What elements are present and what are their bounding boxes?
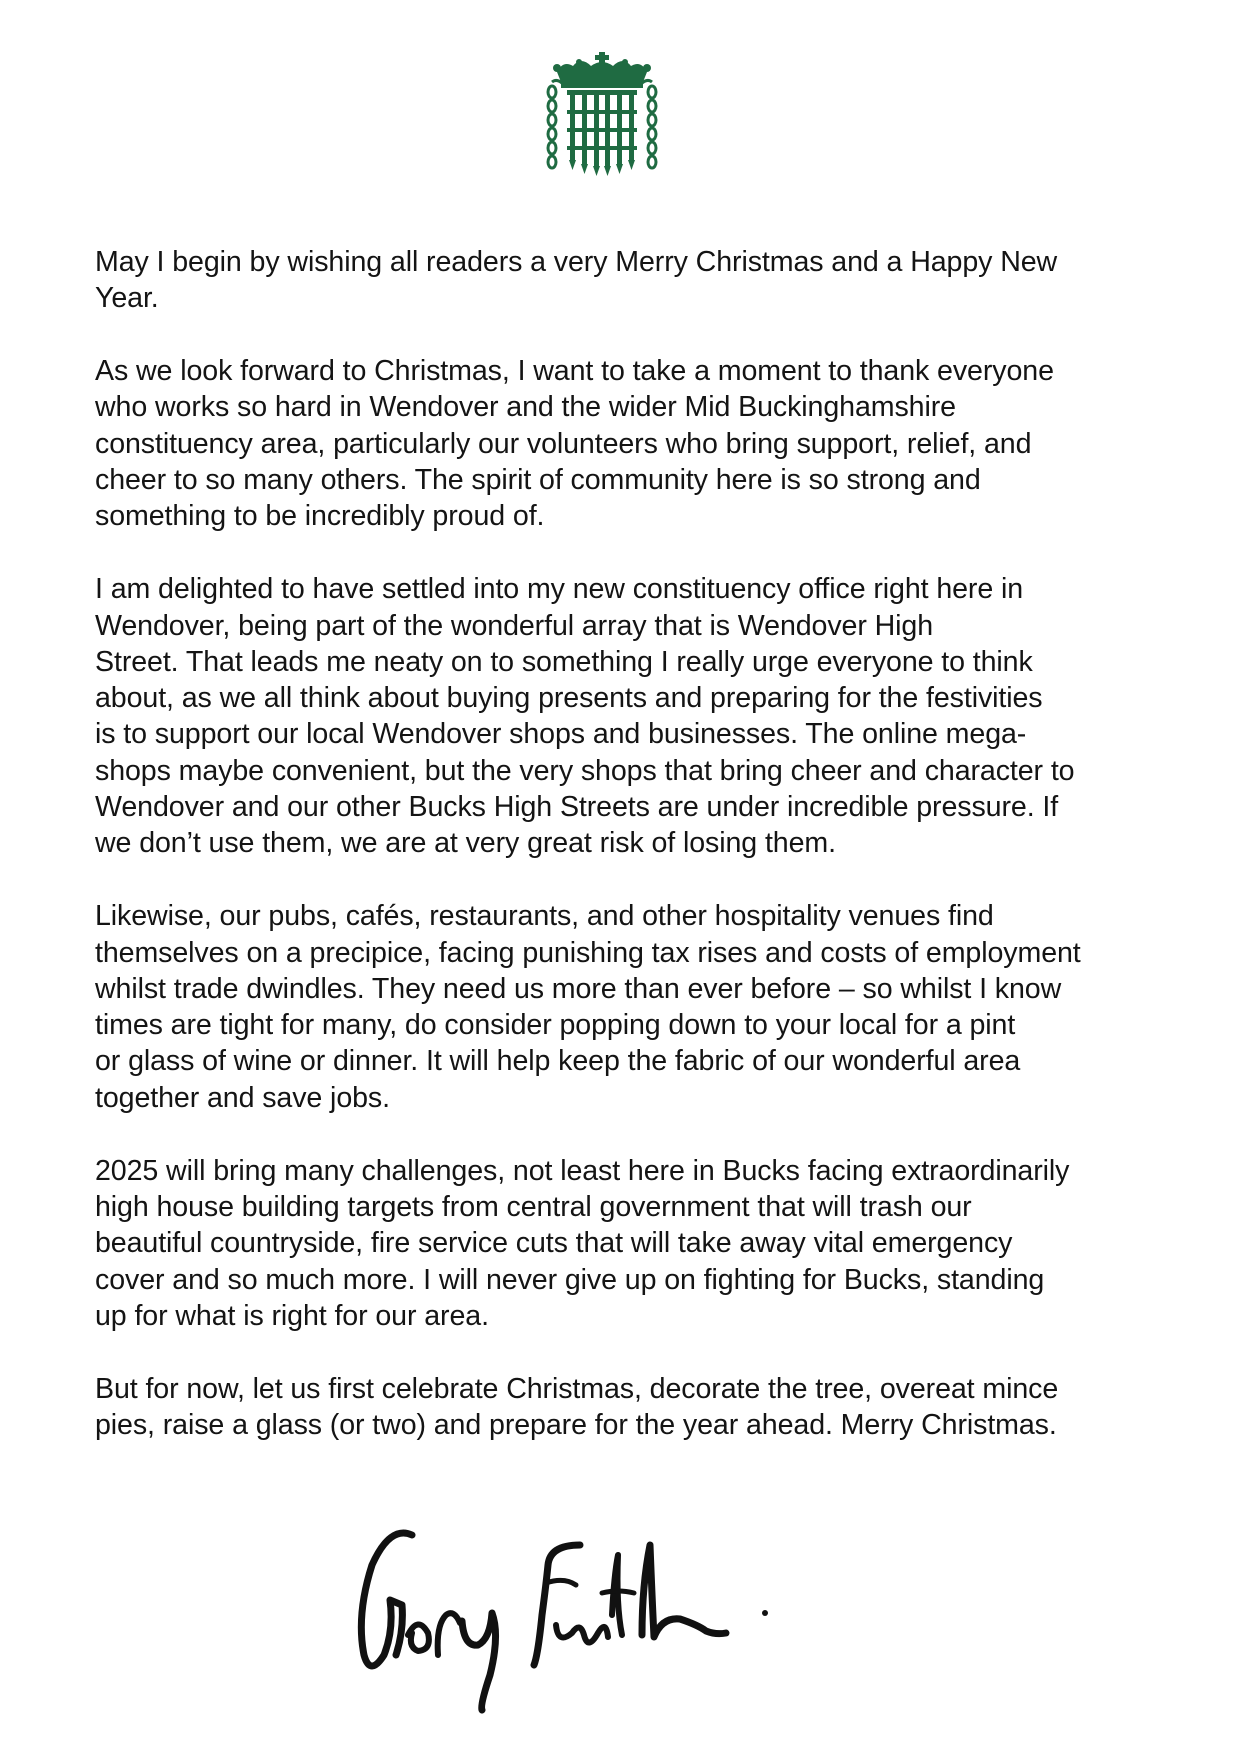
handwritten-signature [350, 1505, 850, 1715]
portcullis-emblem-icon [543, 52, 661, 180]
paragraph-local-shops: I am delighted to have settled into my new constituency office right here in Wendover, being part of the wonderful array that is Wendover High Street. That leads me neaty on to something I really urge everyone to think about, as we all think about buying presents and preparing for the festivities is to support our local Wendover shops and businesses. The online mega- shops maybe convenient, but the very shops that bring cheer and character to Wendover and our other Bucks High Streets are under incredible pressure. If we don’t use them, we are at very great risk of losing them. [95, 573, 1075, 860]
paragraph-closing: But for now, let us first celebrate Christmas, decorate the tree, overeat mince pies, raise a glass (or two) and prepare for the year ahead. Merry Christmas. [95, 1372, 1059, 1441]
paragraph-hospitality: Likewise, our pubs, cafés, restaurants, and other hospitality venues find themselves on a precipice, facing punishing tax rises and costs of employment whilst trade dwindles. They need us more than ever before – so whilst I know times are tight for many, do consider popping down to your local for a pint or glass of wine or dinner. It will help keep the fabric of our wonderful area together and save jobs. [95, 900, 1081, 1114]
paragraph-challenges: 2025 will bring many challenges, not least here in Bucks facing extraordinarily high house building targets from central government that will trash our beautiful countryside, fire service cuts that will take away vital emergency cover and so much more. I will never give up on fighting for Bucks, standing up for what is right for our area. [95, 1154, 1070, 1332]
letter-body [95, 244, 1155, 1443]
paragraph-greeting: May I begin by wishing all readers a very Merry Christmas and a Happy New Year. [95, 246, 1058, 315]
paragraph-thanks: As we look forward to Christmas, I want to take a moment to thank everyone who works so hard in Wendover and the wider Mid Buckinghamshire constituency area, particularly our volunteers who bring support, relief, and cheer to so many others. The spirit of community here is so strong and something to be incredibly proud of. [95, 355, 1054, 533]
